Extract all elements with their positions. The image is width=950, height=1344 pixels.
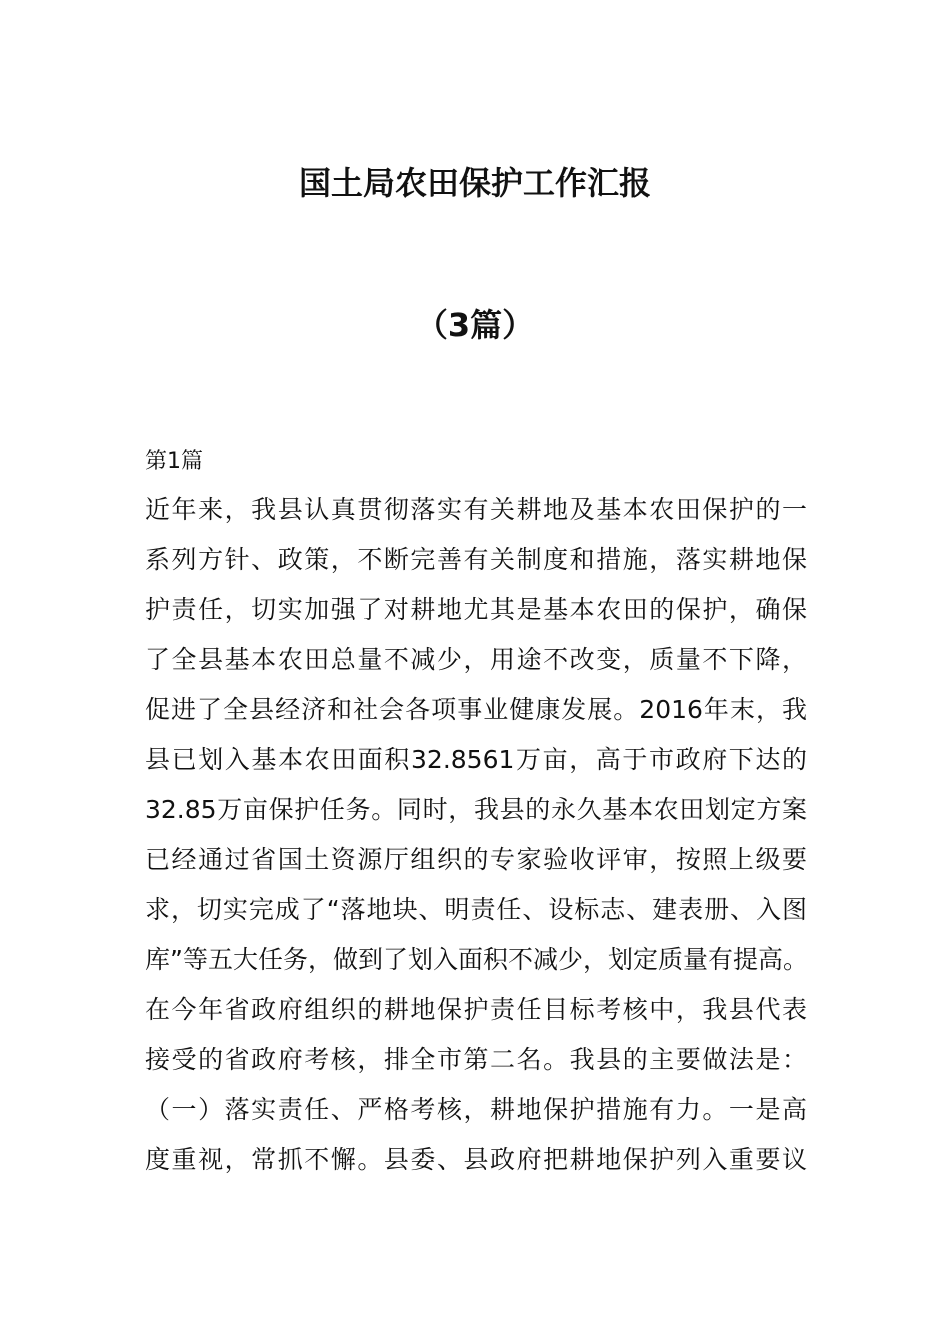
paragraph-line: 已经通过省国土资源厅组织的专家验收评审，按照上级要 (145, 845, 807, 874)
paragraph-line: 促进了全县经济和社会各项事业健康发展。2016年末，我 (145, 695, 807, 724)
paragraph-line: 县已划入基本农田面积32.8561万亩，高于市政府下达的 (145, 745, 807, 774)
paragraph-line: 了全县基本农田总量不减少，用途不改变，质量不下降， (145, 645, 807, 674)
paragraph-line: 护责任，切实加强了对耕地尤其是基本农田的保护，确保 (145, 595, 807, 624)
paragraph-line: 32.85万亩保护任务。同时，我县的永久基本农田划定方案 (145, 795, 807, 824)
paragraph-line: 度重视，常抓不懈。县委、县政府把耕地保护列入重要议 (145, 1145, 807, 1174)
paragraph-line: （一）落实责任、严格考核，耕地保护措施有力。一是高 (145, 1095, 807, 1124)
section-heading: 第1篇 (145, 449, 203, 474)
paragraph-line: 求，切实完成了“落地块、明责任、设标志、建表册、入图 (145, 895, 807, 924)
paragraph-line: 库”等五大任务，做到了划入面积不减少，划定质量有提高。 (145, 945, 808, 974)
paragraph-line: 近年来，我县认真贯彻落实有关耕地及基本农田保护的一 (145, 495, 807, 524)
paragraph-line: 在今年省政府组织的耕地保护责任目标考核中，我县代表 (145, 995, 807, 1024)
document-title: 国土局农田保护工作汇报 (298, 164, 651, 202)
paragraph-line: 接受的省政府考核，排全市第二名。我县的主要做法是： (145, 1045, 807, 1074)
paragraph-line: 系列方针、政策，不断完善有关制度和措施，落实耕地保 (145, 545, 807, 574)
document-subtitle: （3篇） (415, 306, 535, 344)
